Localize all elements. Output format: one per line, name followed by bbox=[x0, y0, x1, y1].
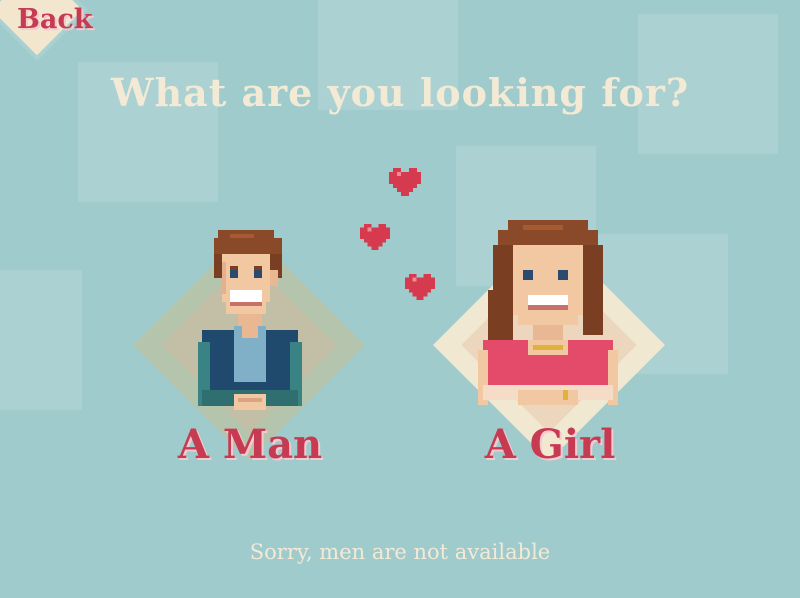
choice-girl-label: A Girl bbox=[484, 421, 616, 468]
heart-icon bbox=[389, 168, 421, 196]
back-button[interactable] bbox=[0, 0, 110, 70]
page-title: What are you looking for? bbox=[110, 70, 690, 115]
footer-note: Sorry, men are not available bbox=[249, 540, 551, 564]
choice-man-button[interactable] bbox=[120, 215, 380, 475]
man-avatar bbox=[198, 222, 302, 422]
girl-avatar bbox=[478, 220, 618, 420]
choice-man-label: A Man bbox=[177, 421, 323, 468]
choice-girl-button[interactable] bbox=[420, 215, 680, 475]
bg-square bbox=[0, 270, 82, 410]
back-label: Back bbox=[17, 4, 93, 35]
